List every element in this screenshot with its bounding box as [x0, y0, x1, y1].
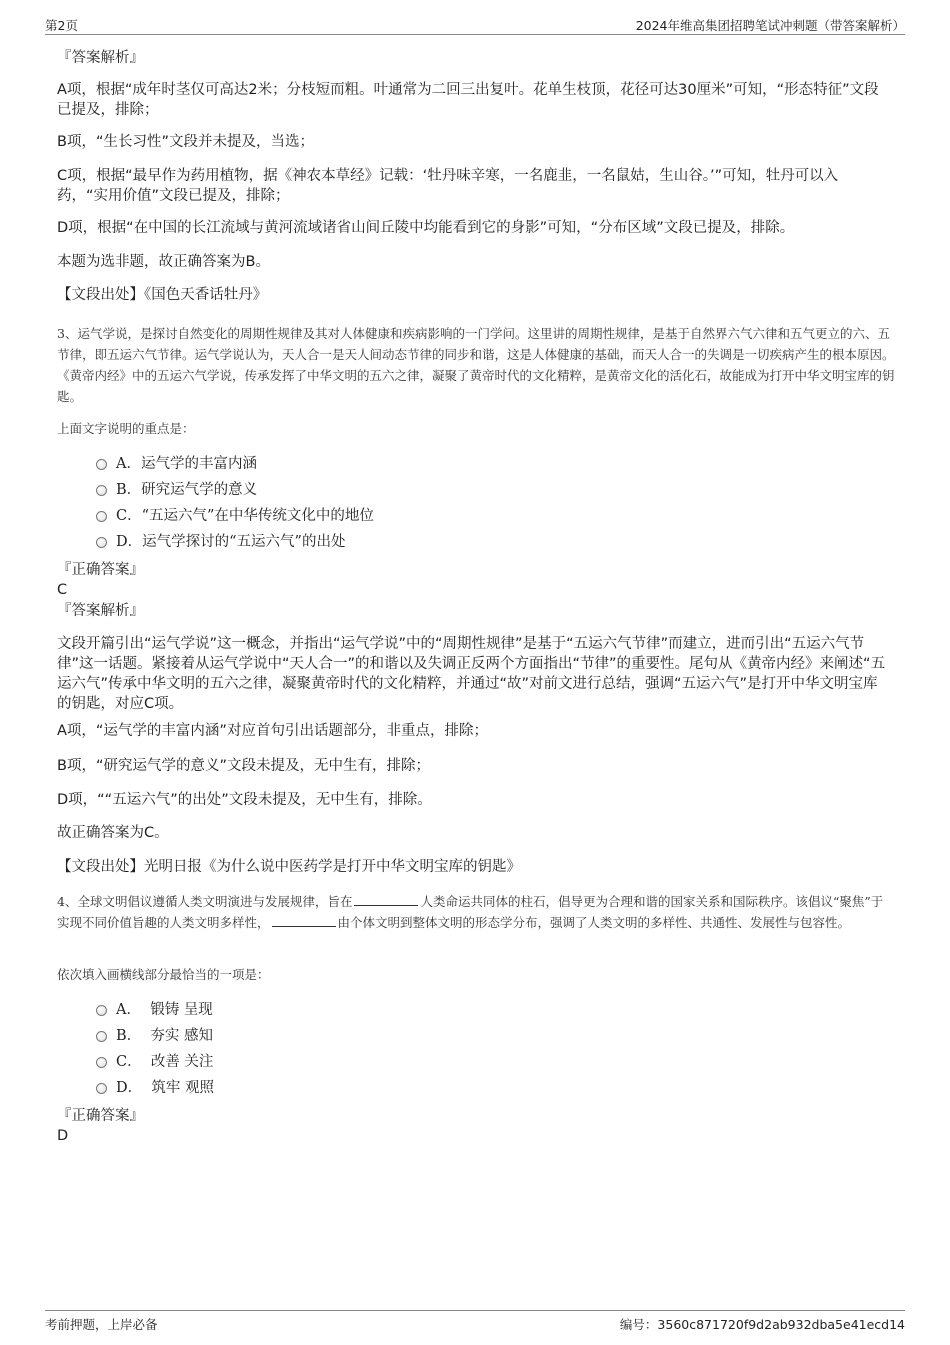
- q4-option-c[interactable]: [96, 1052, 213, 1072]
- q4-stem-part3: 由个体文明到整体文明的形态学分布，强调了人类文明的多样性、共通性、发展性与包容性。: [337, 915, 851, 930]
- q2-analysis-c: C项，根据“最早作为药用植物，据《神农本草经》记载：‘牡丹味辛寒，一名鹿韭，一名鼠姑，生山谷。’”可知，牡丹可以入药，“实用价值”文段已提及，排除；: [57, 168, 839, 204]
- q4-option-a[interactable]: [96, 1000, 213, 1020]
- radio-icon[interactable]: [96, 511, 107, 522]
- q3-option-b[interactable]: [96, 480, 257, 500]
- document-title: 2024年维高集团招聘笔试冲刺题（带答案解析）: [635, 18, 905, 33]
- q2-analysis-label: 『答案解析』: [57, 50, 144, 66]
- q4-stem-part2: 人类命运共同体的柱石，倡导更为合理和谐的国家关系和国际秩序。该倡议“聚焦”于实现不同价值旨趣的人类文明多样性，: [57, 894, 884, 930]
- radio-icon[interactable]: [96, 485, 107, 496]
- q3-option-a[interactable]: [96, 454, 257, 474]
- radio-icon[interactable]: [96, 1057, 107, 1068]
- q3-source: 【文段出处】光明日报《为什么说中医药学是打开中华文明宝库的钥匙》: [57, 859, 521, 875]
- option-label: A． 锻铸 呈现: [116, 1002, 213, 1018]
- option-label: C．“五运六气”在中华传统文化中的地位: [116, 508, 374, 524]
- option-label: A．运气学的丰富内涵: [116, 456, 257, 472]
- q4-option-d[interactable]: [96, 1078, 214, 1098]
- footer-slogan: 考前押题，上岸必备: [45, 1317, 158, 1332]
- radio-icon[interactable]: [96, 1083, 107, 1094]
- q4-answer-label: 『正确答案』: [57, 1108, 144, 1124]
- q2-analysis-b: B项，“生长习性”文段并未提及，当选；: [57, 134, 314, 150]
- q3-question: 上面文字说明的重点是：: [57, 421, 195, 436]
- option-label: B． 夯实 感知: [116, 1028, 213, 1044]
- q2-conclusion: 本题为选非题，故正确答案为B。: [57, 254, 270, 270]
- fill-blank-2[interactable]: [272, 914, 336, 927]
- option-label: D． 筑牢 观照: [116, 1080, 214, 1096]
- option-label: C． 改善 关注: [116, 1054, 214, 1070]
- q3-option-c[interactable]: [96, 506, 374, 526]
- radio-icon[interactable]: [96, 1005, 107, 1016]
- q3-analysis-a: A项，“运气学的丰富内涵”对应首句引出话题部分，非重点，排除；: [57, 723, 488, 739]
- q3-stem: 3、运气学说，是探讨自然变化的周期性规律及其对人体健康和疾病影响的一门学问。这里讲的周期性规律，是基于自然界六气六律和五气更立的六、五节律，即五运六气节律。运气学说认为，天人合一是天人间动态节律的同步和谐，这是人体健康的基础，而天人合一的失调是一切疾病产生的根本原因。《黄帝内经》中的五运六气学说，传承发挥了中华文明的五六之律，凝聚了黄帝时代的文化精粹，是黄帝文化的活化石，故能成为打开中华文明宝库的钥匙。: [57, 326, 895, 404]
- option-label: D．运气学探讨的“五运六气”的出处: [116, 534, 346, 550]
- q4-option-b[interactable]: [96, 1026, 213, 1046]
- q4-answer: D: [57, 1128, 69, 1144]
- q4-stem-part1: 4、全球文明倡议遵循人类文明演进与发展规律，旨在: [57, 894, 353, 909]
- q2-analysis-d: D项，根据“在中国的长江流域与黄河流域诸省山间丘陵中均能看到它的身影”可知，“分布区域”文段已提及，排除。: [57, 220, 795, 236]
- radio-icon[interactable]: [96, 459, 107, 470]
- q3-answer: C: [57, 582, 68, 598]
- radio-icon[interactable]: [96, 1031, 107, 1042]
- q3-option-d[interactable]: [96, 532, 345, 552]
- q2-source: 【文段出处】《国色天香话牡丹》: [57, 287, 268, 303]
- document-code: 编号：3560c871720f9d2ab932dba5e41ecd14: [619, 1317, 905, 1332]
- option-label: B．研究运气学的意义: [116, 482, 258, 498]
- q4-stem: [57, 891, 895, 933]
- page-header: [45, 14, 905, 35]
- q2-analysis-a: A项，根据“成年时茎仅可高达2米；分枝短而粗。叶通常为二回三出复叶。花单生枝顶，花径可达30厘米”可知，“形态特征”文段已提及，排除；: [57, 82, 879, 118]
- q3-analysis-d: D项，““五运六气”的出处”文段未提及，无中生有，排除。: [57, 792, 432, 808]
- q3-analysis: 文段开篇引出“运气学说”这一概念，并指出“运气学说”中的“周期性规律”是基于“五运六气节律”而建立，进而引出“五运六气节律”这一话题。紧接着从运气学说中“天人合一”的和谐以及失调正反两个方面指出“节律”的重要性。尾句从《黄帝内经》来阐述“五运六气”传承中华文明的五六之律，凝聚黄帝时代的文化精粹，并通过“故”对前文进行总结，强调“五运六气”是打开中华文明宝库的钥匙，对应C项。: [57, 636, 886, 712]
- q3-conclusion: 故正确答案为C。: [57, 825, 169, 841]
- q4-question: 依次填入画横线部分最恰当的一项是：: [57, 967, 270, 982]
- radio-icon[interactable]: [96, 537, 107, 548]
- page-number: 第2页: [45, 18, 78, 33]
- q3-analysis-label: 『答案解析』: [57, 603, 144, 619]
- q3-analysis-b: B项，“研究运气学的意义”文段未提及，无中生有，排除；: [57, 758, 430, 774]
- q3-answer-label: 『正确答案』: [57, 562, 144, 578]
- page-footer: [45, 1310, 905, 1335]
- fill-blank-1[interactable]: [354, 893, 418, 906]
